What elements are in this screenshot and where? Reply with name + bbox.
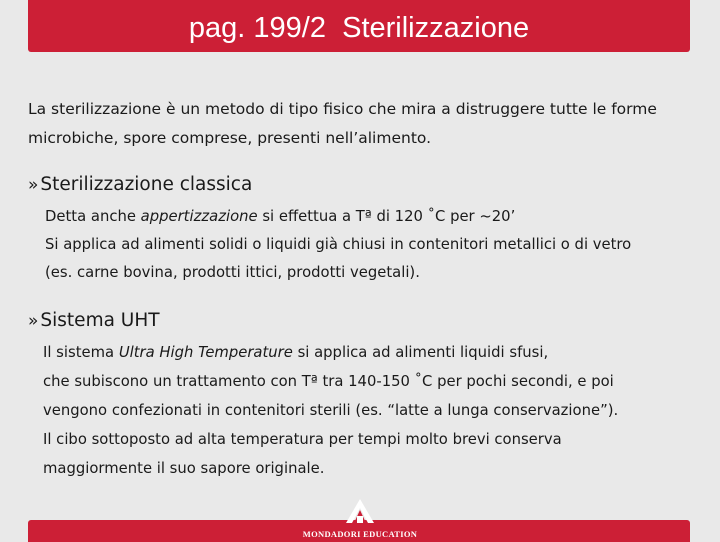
- body-line: Il cibo sottoposto ad alta temperatura per tempi molto brevi conserva: [43, 431, 562, 448]
- body-line: [45, 207, 515, 227]
- emphasis-term: Ultra High Temperature: [118, 344, 293, 361]
- page-title: pag. 199/2 Sterilizzazione: [188, 11, 530, 44]
- bullet-marker: »: [28, 311, 39, 331]
- body-line: Si applica ad alimenti solidi o liquidi già chiusi in contenitori metallici o di vetro: [45, 236, 632, 253]
- publisher-logo: [290, 498, 430, 539]
- text-segment: si effettua a Tª di 120 ˚C per ~20’: [257, 208, 516, 225]
- body-line: (es. carne bovina, prodotti ittici, prodotti vegetali).: [45, 264, 420, 281]
- text-segment: Detta anche: [45, 208, 141, 225]
- section-heading-text: Sterilizzazione classica: [40, 174, 253, 195]
- body-line: maggiormente il suo sapore originale.: [43, 460, 325, 477]
- text-segment: Il sistema: [43, 344, 119, 361]
- body-line: vengono confezionati in contenitori sterili (es. “latte a lunga conservazione”).: [43, 402, 619, 419]
- bullet-marker: »: [28, 175, 39, 195]
- body-line: che subiscono un trattamento con Tª tra 140-150 ˚C per pochi secondi, e poi: [43, 373, 614, 390]
- section-heading-uht: [28, 309, 160, 333]
- title-bar: [28, 0, 690, 52]
- section-heading-classica: [28, 173, 252, 197]
- section-heading-text: Sistema UHT: [40, 310, 160, 331]
- body-line: [43, 343, 548, 363]
- logo-text: MONDADORI EDUCATION: [302, 529, 418, 539]
- emphasis-term: appertizzazione: [140, 208, 258, 225]
- text-segment: si applica ad alimenti liquidi sfusi,: [292, 344, 549, 361]
- mondadori-rose-icon: [343, 498, 377, 528]
- intro-paragraph: La sterilizzazione è un metodo di tipo fisico che mira a distruggere tutte le forme microbiche, spore comprese, presenti nell’alimento.: [28, 100, 657, 147]
